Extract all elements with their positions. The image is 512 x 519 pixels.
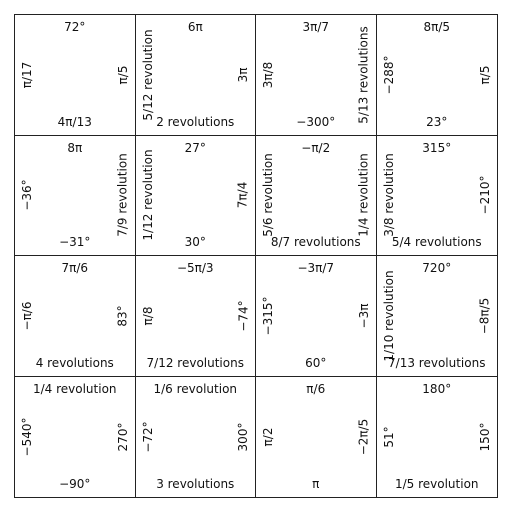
puzzle-card [256, 136, 377, 257]
card-left-label: π/8 [140, 306, 155, 326]
card-bottom-label: −90° [59, 477, 91, 491]
card-top-label: −5π/3 [176, 261, 214, 275]
card-left-label: π/2 [261, 427, 275, 447]
card-bottom-label: −300° [296, 114, 336, 129]
card-right-label: −2π/5 [356, 418, 371, 456]
puzzle-card [136, 256, 257, 377]
card-right-label: −74° [236, 300, 250, 332]
card-right-label: 300° [236, 422, 250, 452]
card-right-label: π/5 [478, 65, 492, 85]
card-bottom-label: 5/4 revolutions [391, 235, 482, 249]
card-left-label: −288° [381, 55, 396, 95]
card-left-label: 5/6 revolution [261, 153, 275, 238]
card-left-label: 3π/8 [261, 61, 275, 89]
card-top-label: −π/2 [301, 140, 331, 155]
card-bottom-label: 7/13 revolutions [388, 355, 486, 370]
card-left-label: π/17 [20, 61, 34, 89]
card-top-label: 315° [422, 140, 452, 155]
card-bottom-label: 4 revolutions [35, 355, 114, 370]
puzzle-card [256, 15, 377, 136]
puzzle-card [377, 377, 498, 498]
card-right-label: 1/4 revolution [356, 153, 371, 238]
card-right-label: 7π/4 [236, 181, 250, 209]
card-right-label: 150° [478, 422, 492, 452]
card-right-label: 7/9 revolution [115, 153, 130, 238]
card-bottom-label: 60° [305, 355, 327, 370]
card-top-label: 180° [422, 381, 452, 396]
puzzle-card [377, 256, 498, 377]
puzzle-card [136, 377, 257, 498]
card-left-label: −π/6 [20, 301, 34, 331]
puzzle-card [15, 15, 136, 136]
puzzle-card [15, 136, 136, 257]
card-bottom-label: −31° [59, 235, 91, 249]
card-right-label: −210° [478, 175, 492, 215]
puzzle-card [136, 136, 257, 257]
card-bottom-label: 1/5 revolution [394, 477, 479, 491]
puzzle-card [15, 377, 136, 498]
card-left-label: 1/10 revolution [381, 270, 396, 362]
card-bottom-label: π [312, 477, 320, 491]
card-top-label: 72° [64, 20, 86, 34]
card-top-label: −3π/7 [297, 261, 335, 275]
puzzle-card [15, 256, 136, 377]
card-right-label: −8π/5 [478, 297, 492, 335]
card-right-label: 270° [115, 422, 130, 452]
card-left-label: −540° [20, 417, 34, 457]
puzzle-card [377, 136, 498, 257]
card-left-label: −36° [20, 179, 34, 211]
card-bottom-label: 8/7 revolutions [270, 235, 361, 249]
card-bottom-label: 3 revolutions [156, 477, 235, 491]
card-top-label: 7π/6 [61, 261, 89, 275]
card-left-label: 1/12 revolution [140, 149, 155, 241]
card-bottom-label: 23° [426, 114, 448, 129]
card-top-label: 27° [184, 140, 206, 155]
card-right-label: π/5 [115, 65, 130, 85]
card-left-label: 51° [381, 426, 396, 448]
puzzle-grid [14, 14, 498, 498]
card-top-label: π/6 [306, 381, 326, 396]
card-top-label: 8π [67, 140, 83, 155]
card-left-label: 5/12 revolution [140, 29, 155, 121]
puzzle-card [377, 15, 498, 136]
card-bottom-label: 7/12 revolutions [146, 355, 244, 370]
card-bottom-label: 30° [184, 235, 206, 249]
card-left-label: −315° [261, 296, 275, 336]
card-top-label: 720° [422, 261, 452, 275]
card-left-label: −72° [140, 421, 155, 453]
card-right-label: 5/13 revolutions [356, 26, 371, 124]
card-top-label: 1/4 revolution [32, 381, 117, 396]
card-bottom-label: 4π/13 [57, 114, 92, 129]
puzzle-card [136, 15, 257, 136]
card-right-label: −3π [356, 303, 371, 329]
card-right-label: 3π [236, 67, 250, 83]
card-left-label: 3/8 revolution [381, 153, 396, 238]
puzzle-card [256, 256, 377, 377]
card-top-label: 6π [187, 20, 203, 34]
card-right-label: 83° [115, 305, 130, 327]
puzzle-card [256, 377, 377, 498]
card-top-label: 1/6 revolution [153, 381, 238, 396]
card-bottom-label: 2 revolutions [156, 114, 235, 129]
card-top-label: 3π/7 [302, 20, 330, 34]
card-top-label: 8π/5 [423, 20, 451, 34]
